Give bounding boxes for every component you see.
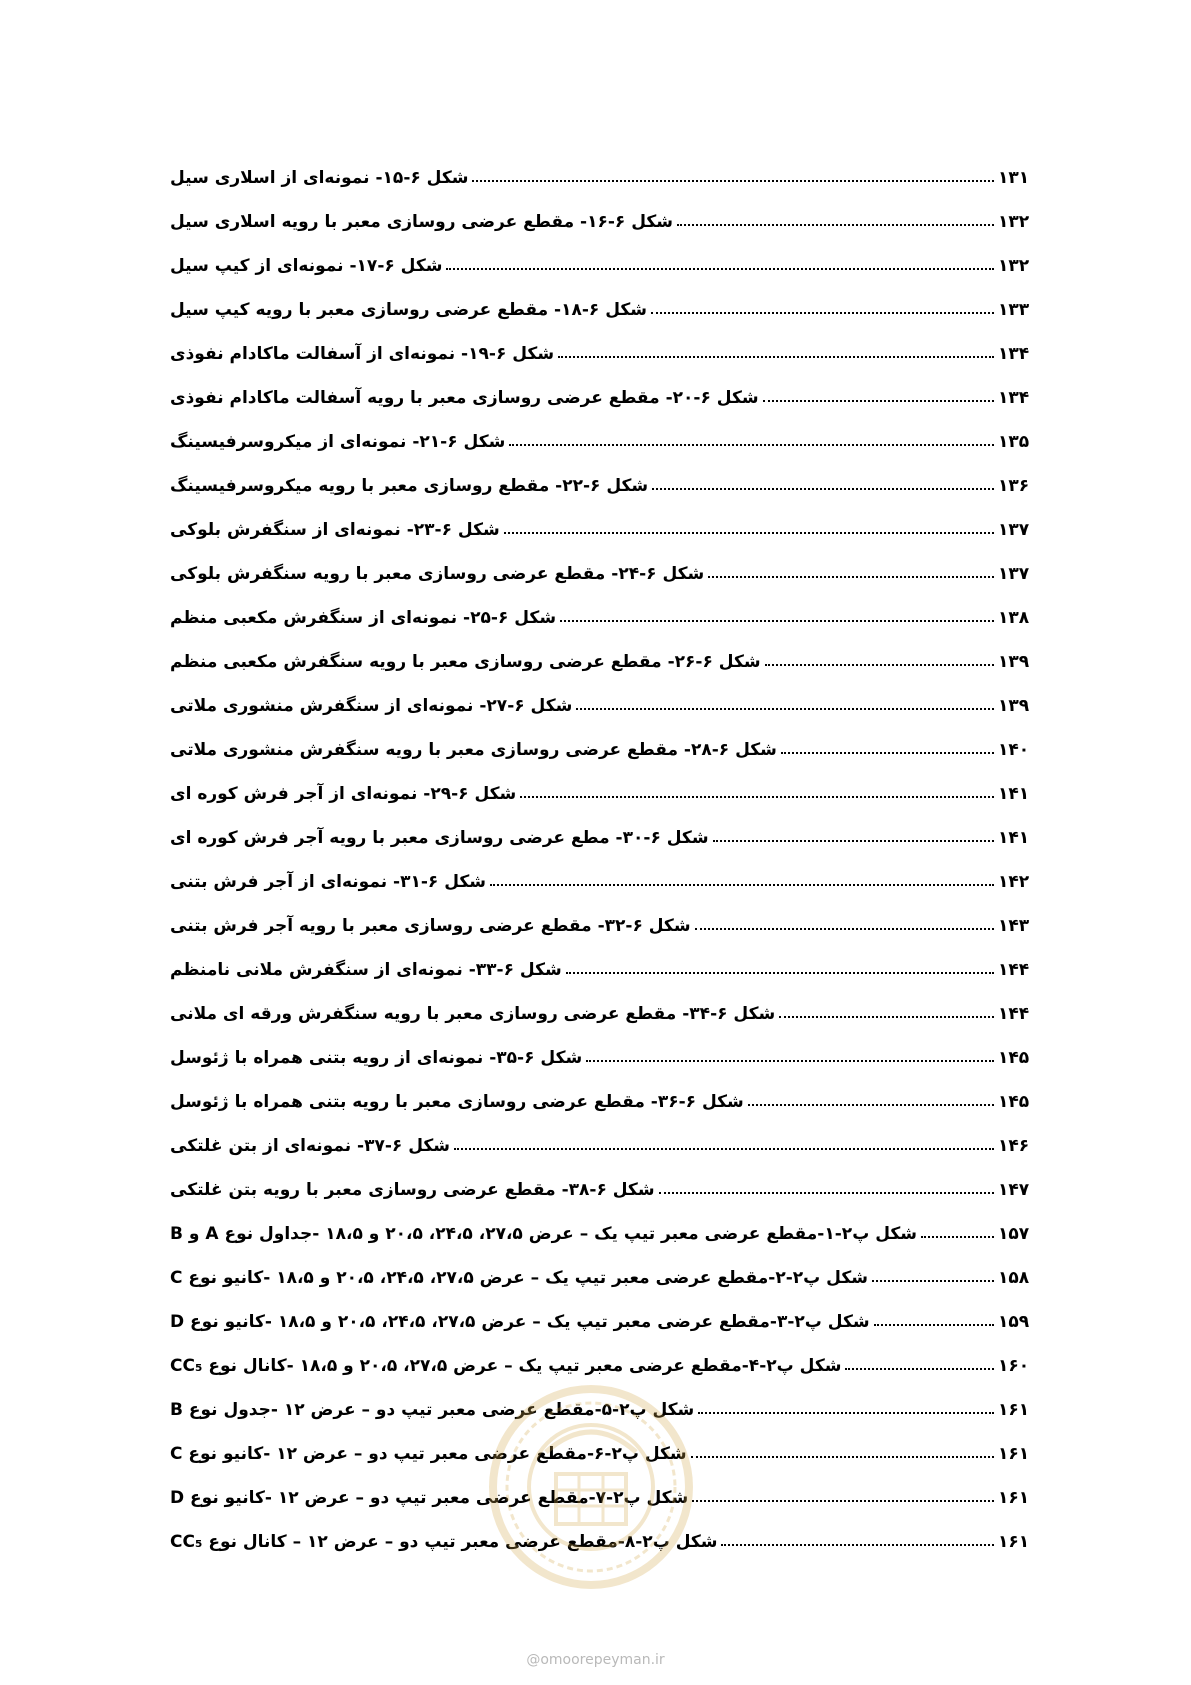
toc-entry[interactable] bbox=[170, 1340, 1030, 1384]
dot-leader bbox=[490, 884, 994, 886]
toc-entry-page: ۱۳۵ bbox=[998, 432, 1030, 452]
website-footer: @omoorepeyman.ir bbox=[526, 1652, 665, 1668]
toc-entry[interactable] bbox=[170, 724, 1030, 768]
toc-entry-page: ۱۳۳ bbox=[998, 300, 1030, 320]
toc-entry-page: ۱۶۱ bbox=[998, 1400, 1030, 1420]
toc-entry-page: ۱۴۰ bbox=[998, 740, 1030, 760]
toc-entry-title: شکل ۶-۲۵- نمونه‌ای از سنگفرش مکعبی منظم bbox=[170, 608, 557, 628]
toc-entry[interactable] bbox=[170, 196, 1030, 240]
toc-entry-title: شکل پ۲-۱-مقطع عرضی معبر تیپ یک – عرض ۲۷،۵، ۲۴،۵، ۲۰،۵ و ۱۸،۵ -جداول نوع A و B bbox=[170, 1224, 917, 1244]
toc-entry-page: ۱۳۹ bbox=[998, 696, 1030, 716]
toc-entry-page: ۱۳۷ bbox=[998, 520, 1030, 540]
toc-entry[interactable] bbox=[170, 900, 1030, 944]
toc-entry-page: ۱۴۱ bbox=[998, 828, 1030, 848]
toc-entry[interactable] bbox=[170, 1296, 1030, 1340]
dot-leader bbox=[504, 532, 994, 534]
dot-leader bbox=[560, 620, 994, 622]
toc-entry-title: شکل ۶-۳۱- نمونه‌ای از آجر فرش بتنی bbox=[170, 872, 487, 892]
table-of-figures bbox=[170, 152, 1030, 1560]
toc-entry[interactable] bbox=[170, 1208, 1030, 1252]
toc-entry-title: شکل ۶-۳۴- مقطع عرضی روسازی معبر با رویه سنگفرش ورقه ای ملانی bbox=[170, 1004, 776, 1024]
dot-leader bbox=[659, 1192, 994, 1194]
toc-entry-title: شکل ۶-۳۲- مقطع عرضی روسازی معبر با رویه آجر فرش بتنی bbox=[170, 916, 691, 936]
toc-entry-title: شکل پ۲-۲-مقطع عرضی معبر تیپ یک – عرض ۲۷،۵، ۲۴،۵، ۲۰،۵ و ۱۸،۵ -کانیو نوع C bbox=[170, 1268, 868, 1288]
toc-entry[interactable] bbox=[170, 988, 1030, 1032]
toc-entry-title: شکل پ۲-۸-مقطع عرضی معبر تیپ دو – عرض ۱۲ – کانال نوع CC₅ bbox=[170, 1532, 718, 1552]
dot-leader bbox=[691, 1456, 994, 1458]
toc-entry[interactable] bbox=[170, 284, 1030, 328]
toc-entry[interactable] bbox=[170, 152, 1030, 196]
toc-entry-page: ۱۴۶ bbox=[998, 1136, 1030, 1156]
toc-entry[interactable] bbox=[170, 1252, 1030, 1296]
toc-entry-title: شکل ۶-۲۷- نمونه‌ای از سنگفرش منشوری ملاتی bbox=[170, 696, 573, 716]
toc-entry-title: شکل پ۲-۵-مقطع عرضی معبر تیپ دو – عرض ۱۲ -جدول نوع B bbox=[170, 1400, 695, 1420]
dot-leader bbox=[677, 224, 994, 226]
dot-leader bbox=[566, 972, 994, 974]
dot-leader bbox=[874, 1324, 994, 1326]
toc-entry-title: شکل ۶-۱۹- نمونه‌ای از آسفالت ماکادام نفوذی bbox=[170, 344, 555, 364]
dot-leader bbox=[763, 400, 994, 402]
toc-entry-title: شکل ۶-۱۶- مقطع عرضی روسازی معبر با رویه اسلاری سیل bbox=[170, 212, 673, 232]
dot-leader bbox=[765, 664, 994, 666]
toc-entry-title: شکل ۶-۱۷- نمونه‌ای از کیپ سیل bbox=[170, 256, 443, 276]
dot-leader bbox=[651, 312, 994, 314]
toc-entry-page: ۱۳۷ bbox=[998, 564, 1030, 584]
toc-entry-page: ۱۳۹ bbox=[998, 652, 1030, 672]
dot-leader bbox=[558, 356, 994, 358]
toc-entry-page: ۱۶۱ bbox=[998, 1444, 1030, 1464]
toc-entry-title: شکل پ۲-۷-مقطع عرضی معبر تیپ دو – عرض ۱۲ -کانیو نوع D bbox=[170, 1488, 689, 1508]
toc-entry-title: شکل ۶-۲۱- نمونه‌ای از میکروسرفیسینگ bbox=[170, 432, 506, 452]
toc-entry[interactable] bbox=[170, 1076, 1030, 1120]
toc-entry-title: شکل ۶-۳۵- نمونه‌ای از رویه بتنی همراه با ژئوسل bbox=[170, 1048, 583, 1068]
toc-entry-page: ۱۳۴ bbox=[998, 388, 1030, 408]
toc-entry[interactable] bbox=[170, 592, 1030, 636]
toc-entry-title: شکل ۶-۳۳- نمونه‌ای از سنگفرش ملانی نامنظم bbox=[170, 960, 562, 980]
toc-entry-title: شکل پ۲-۶-مقطع عرضی معبر تیپ دو – عرض ۱۲ -کانیو نوع C bbox=[170, 1444, 687, 1464]
dot-leader bbox=[779, 1016, 994, 1018]
dot-leader bbox=[472, 180, 994, 182]
toc-entry[interactable] bbox=[170, 504, 1030, 548]
toc-entry-page: ۱۳۸ bbox=[998, 608, 1030, 628]
toc-entry[interactable] bbox=[170, 372, 1030, 416]
toc-entry-title: شکل ۶-۱۵- نمونه‌ای از اسلاری سیل bbox=[170, 168, 469, 188]
toc-entry[interactable] bbox=[170, 944, 1030, 988]
dot-leader bbox=[872, 1280, 994, 1282]
toc-entry-page: ۱۴۴ bbox=[998, 960, 1030, 980]
toc-entry[interactable] bbox=[170, 1164, 1030, 1208]
toc-entry-title: شکل ۶-۲۳- نمونه‌ای از سنگفرش بلوکی bbox=[170, 520, 500, 540]
dot-leader bbox=[692, 1500, 994, 1502]
toc-entry-title: شکل ۶-۲۰- مقطع عرضی روسازی معبر با رویه آسفالت ماکادام نفوذی bbox=[170, 388, 759, 408]
toc-entry[interactable] bbox=[170, 548, 1030, 592]
toc-entry[interactable] bbox=[170, 680, 1030, 724]
toc-entry-page: ۱۴۷ bbox=[998, 1180, 1030, 1200]
dot-leader bbox=[652, 488, 994, 490]
toc-entry-title: شکل ۶-۳۷- نمونه‌ای از بتن غلتکی bbox=[170, 1136, 451, 1156]
toc-entry-page: ۱۳۲ bbox=[998, 212, 1030, 232]
dot-leader bbox=[509, 444, 994, 446]
toc-entry[interactable] bbox=[170, 460, 1030, 504]
toc-entry-page: ۱۳۱ bbox=[998, 168, 1030, 188]
toc-entry[interactable] bbox=[170, 768, 1030, 812]
toc-entry-title: شکل ۶-۲۴- مقطع عرضی روسازی معبر با رویه سنگفرش بلوکی bbox=[170, 564, 705, 584]
toc-entry-title: شکل ۶-۱۸- مقطع عرضی روسازی معبر با رویه کیپ سیل bbox=[170, 300, 647, 320]
dot-leader bbox=[721, 1544, 994, 1546]
toc-entry-page: ۱۵۸ bbox=[998, 1268, 1030, 1288]
toc-entry[interactable] bbox=[170, 1032, 1030, 1076]
toc-entry-page: ۱۶۰ bbox=[998, 1356, 1030, 1376]
toc-entry[interactable] bbox=[170, 856, 1030, 900]
toc-entry[interactable] bbox=[170, 1120, 1030, 1164]
toc-entry-page: ۱۴۲ bbox=[998, 872, 1030, 892]
toc-entry[interactable] bbox=[170, 812, 1030, 856]
toc-entry-title: شکل ۶-۳۶- مقطع عرضی روسازی معبر با رویه بتنی همراه با ژئوسل bbox=[170, 1092, 744, 1112]
toc-entry-title: شکل ۶-۳۰- مطع عرضی روسازی معبر با رویه آجر فرش کوره ای bbox=[170, 828, 709, 848]
toc-entry[interactable] bbox=[170, 636, 1030, 680]
dot-leader bbox=[845, 1368, 994, 1370]
toc-entry-page: ۱۳۴ bbox=[998, 344, 1030, 364]
dot-leader bbox=[586, 1060, 994, 1062]
dot-leader bbox=[520, 796, 994, 798]
toc-entry-title: شکل ۶-۲۲- مقطع روسازی معبر با رویه میکروسرفیسینگ bbox=[170, 476, 649, 496]
seal-logo-icon bbox=[486, 1382, 696, 1592]
toc-entry-title: شکل ۶-۲۸- مقطع عرضی روسازی معبر با رویه سنگفرش منشوری ملاتی bbox=[170, 740, 777, 760]
toc-entry-title: شکل ۶-۲۹- نمونه‌ای از آجر فرش کوره ای bbox=[170, 784, 517, 804]
toc-entry-page: ۱۳۲ bbox=[998, 256, 1030, 276]
toc-entry-page: ۱۴۵ bbox=[998, 1048, 1030, 1068]
toc-entry-title: شکل پ۲-۴-مقطع عرضی معبر تیپ یک – عرض ۲۷،۵، ۲۰،۵ و ۱۸،۵ -کانال نوع CC₅ bbox=[170, 1356, 842, 1376]
toc-entry-page: ۱۴۱ bbox=[998, 784, 1030, 804]
dot-leader bbox=[576, 708, 994, 710]
toc-entry[interactable] bbox=[170, 240, 1030, 284]
dot-leader bbox=[446, 268, 994, 270]
toc-entry[interactable] bbox=[170, 328, 1030, 372]
toc-entry[interactable] bbox=[170, 416, 1030, 460]
dot-leader bbox=[713, 840, 994, 842]
toc-entry-page: ۱۶۱ bbox=[998, 1532, 1030, 1552]
dot-leader bbox=[695, 928, 994, 930]
dot-leader bbox=[781, 752, 994, 754]
toc-entry-page: ۱۳۶ bbox=[998, 476, 1030, 496]
toc-entry-title: شکل ۶-۳۸- مقطع عرضی روسازی معبر با رویه بتن غلتکی bbox=[170, 1180, 655, 1200]
toc-entry-page: ۱۶۱ bbox=[998, 1488, 1030, 1508]
dot-leader bbox=[698, 1412, 994, 1414]
dot-leader bbox=[748, 1104, 994, 1106]
dot-leader bbox=[921, 1236, 994, 1238]
toc-entry-page: ۱۴۳ bbox=[998, 916, 1030, 936]
toc-entry-page: ۱۴۵ bbox=[998, 1092, 1030, 1112]
dot-leader bbox=[454, 1148, 994, 1150]
toc-entry-page: ۱۵۷ bbox=[998, 1224, 1030, 1244]
toc-entry-page: ۱۴۴ bbox=[998, 1004, 1030, 1024]
dot-leader bbox=[708, 576, 994, 578]
toc-entry-page: ۱۵۹ bbox=[998, 1312, 1030, 1332]
toc-entry-title: شکل ۶-۲۶- مقطع عرضی روسازی معبر با رویه سنگفرش مکعبی منظم bbox=[170, 652, 761, 672]
toc-entry-title: شکل پ۲-۳-مقطع عرضی معبر تیپ یک – عرض ۲۷،۵، ۲۴،۵، ۲۰،۵ و ۱۸،۵ -کانیو نوع D bbox=[170, 1312, 870, 1332]
